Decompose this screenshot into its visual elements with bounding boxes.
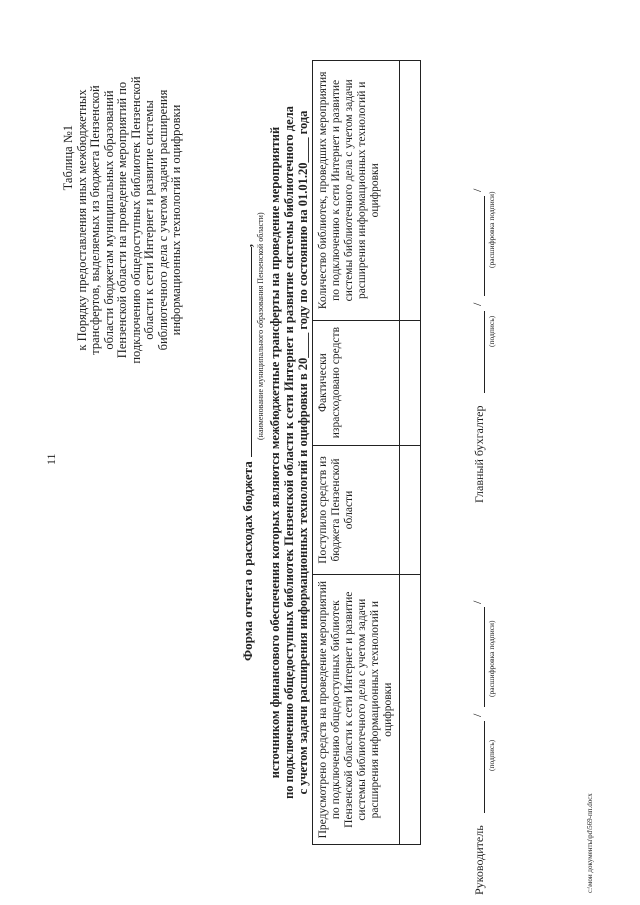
appendix-header <box>62 65 184 375</box>
file-path-footer: c:\мои документы\pd\569-пп.docx <box>586 793 594 893</box>
table-cell <box>400 61 421 321</box>
table-cell <box>400 320 421 445</box>
head-slash-2: / <box>470 600 484 604</box>
table-cell <box>400 575 421 845</box>
report-table <box>312 60 421 845</box>
table-empty-row <box>400 61 421 845</box>
form-subtitle-line-1: источником финансового обеспечения которых являются межбюджетные трансферты на проведение мероприятий <box>268 126 282 779</box>
head-decryption-line <box>484 607 485 707</box>
table-header-row <box>313 61 400 845</box>
head-slash-1: / <box>470 713 484 717</box>
column-header-spent: Фактически израсходовано средств <box>313 320 400 445</box>
municipality-caption: (наименование муниципального образования Пензенской области) <box>256 212 265 440</box>
head-signature-caption: (подпись) <box>487 739 496 771</box>
form-subtitle-line-2: по подключению общедоступных библиотек Пензенской области к сети Интернет и развитие системы библиотечного дела <box>282 106 296 799</box>
chief-slash-1: / <box>470 302 484 306</box>
head-decryption-caption: (расшифровка подписи) <box>487 620 496 697</box>
column-header-received: Поступило средств из бюджета Пензенской области <box>313 445 400 575</box>
page-number: 11 <box>44 453 58 465</box>
chief-signature-line <box>484 311 485 393</box>
head-signature-line <box>484 721 485 813</box>
chief-signature-caption: (подпись) <box>487 315 496 347</box>
appendix-text: к Порядку предоставления иных межбюджетных трансфертов, выделяемых из бюджета Пензенской области бюджетам муниципальных образований Пензенской области на проведение мероприятий по подключению общедоступных библиотек Пензенской области к сети Интернет и развитие системы библиотечного дела с учетом задачи расширения информационных технологий и оцифровки <box>74 76 183 364</box>
column-header-planned: Предусмотрено средств на проведение мероприятий по подключению общедоступных библиотек Пензенской области к сети Интернет и развитие системы библиотечного дела с учетом задачи расширения информационных технологий и оцифровки <box>313 575 400 845</box>
table-cell <box>400 445 421 575</box>
chief-decryption-line <box>484 196 485 296</box>
municipality-blank <box>251 247 252 457</box>
table-number: Таблица №1 <box>61 125 75 191</box>
form-subtitle-line-3: с учетом задачи расширения информационных технологий и оцифровки в 20____ году по состоянию на 01.01.20____ года <box>296 110 310 795</box>
title-comma: , <box>240 244 255 248</box>
chief-decryption-caption: (расшифровка подписи) <box>487 191 496 268</box>
chief-slash-2: / <box>470 188 484 192</box>
chief-accountant-label: Главный бухгалтер <box>472 405 486 503</box>
column-header-library-count: Количество библиотек, проведших мероприятия по подключению к сети Интернет и развитие системы библиотечного дела с учетом задачи расширения информационных технологий и оцифровки <box>313 61 400 321</box>
form-title-row <box>240 0 256 905</box>
form-title: Форма отчета о расходах бюджета <box>240 461 255 661</box>
head-label: Руководитель <box>472 825 486 895</box>
